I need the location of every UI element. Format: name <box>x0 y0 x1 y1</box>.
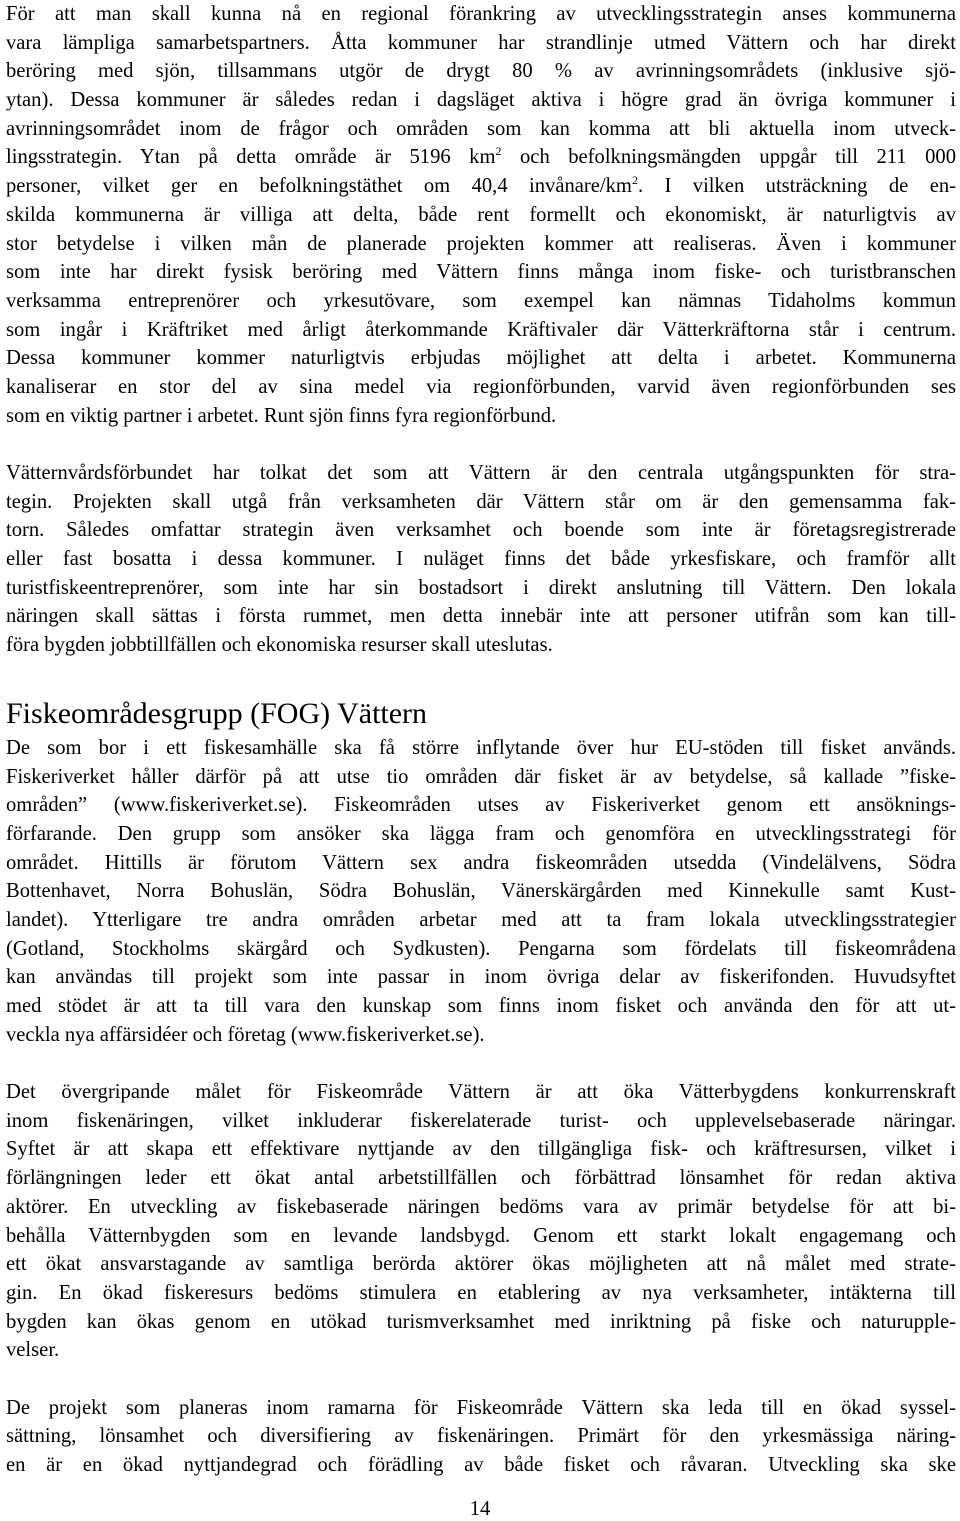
text-line: vara lämpliga samarbetspartners. Åtta kommuner har strandlinje utmed Vättern och har direkt <box>6 31 956 54</box>
text-segment: och befolkningsmängden uppgår till 211 000 <box>501 146 956 169</box>
page-number: 14 <box>469 1498 491 1520</box>
text-line: Fiskeriverket håller därför på att utse tio områden där fisket är av betydelse, så kallade ”fiske- <box>6 765 956 788</box>
text-line: eller fast bosatta i dessa kommuner. I nuläget finns det både yrkesfiskare, och framför allt <box>6 548 956 571</box>
text-line: kanaliserar en stor del av sina medel via regionförbunden, varvid även regionförbunden ses <box>6 375 956 398</box>
text-line: ytan). Dessa kommuner är således redan i dagsläget aktiva i högre grad än övriga kommuner i <box>6 89 956 112</box>
text-line: som inte har direkt fysisk beröring med Vättern finns många inom fiske- och turistbranschen <box>6 261 956 284</box>
paragraph-gap <box>6 430 956 459</box>
text-line: landet). Ytterligare tre andra områden arbetar med att ta fram lokala utvecklingsstrategier <box>6 908 956 931</box>
text-line: Bottenhavet, Norra Bohuslän, Södra Bohuslän, Vänerskärgården med Kinnekulle samt Kust- <box>6 880 956 903</box>
text-line: Syftet är att skapa ett effektivare nyttjande av den tillgängliga fisk- och kräftresursen, vilket i <box>6 1138 956 1161</box>
text-line: beröring med sjön, tillsammans utgör de drygt 80 % av avrinningsområdets (inklusive sjö- <box>6 60 956 83</box>
text-line: kan användas till projekt som inte passar in inom övriga delar av fiskerifonden. Huvudsyftet <box>6 966 956 989</box>
text-line: Dessa kommuner kommer naturligtvis erbjudas möjlighet att delta i arbetet. Kommunerna <box>6 347 956 370</box>
text-line: föra bygden jobbtillfällen och ekonomiska resurser skall uteslutas. <box>6 634 553 657</box>
text-line: tegin. Projekten skall utgå från verksamheten där Vättern står om är den gemensamma fak- <box>6 490 956 513</box>
paragraph-gap <box>6 1365 956 1394</box>
text-line: Det övergripande målet för Fiskeområde Vättern är att öka Vätterbygdens konkurrenskraft <box>6 1081 956 1104</box>
text-line: ett ökat ansvarstagande av samtliga berörda aktörer ökas möjligheten att nå målet med strate- <box>6 1253 956 1276</box>
text-line: förlängningen leder ett ökat antal arbetstillfällen och förbättrad lönsamhet för redan aktiva <box>6 1167 956 1190</box>
text-line: gin. En ökad fiskeresurs bedöms stimulera en etablering av nya verksamheter, intäkterna till <box>6 1281 956 1304</box>
text-line: som en viktig partner i arbetet. Runt sjön finns fyra regionförbund. <box>6 404 557 427</box>
paragraph-vatternvardsforbundet <box>6 459 956 660</box>
superscript: 2 <box>631 173 638 188</box>
text-line: som ingår i Kräftriket med årligt återkommande Kräftivaler där Vätterkräftorna står i centrum. <box>6 318 956 341</box>
text-line: turistfiskeentreprenörer, som inte har sin bostadsort i direkt anslutning till Vättern. Den lokala <box>6 576 956 599</box>
text-line: (Gotland, Stockholms skärgård och Sydkusten). Pengarna som fördelats till fiskeområdena <box>6 937 956 960</box>
text-line: områden” (www.fiskeriverket.se). Fiskeområden utses av Fiskeriverket genom ett ansöknings- <box>6 794 956 817</box>
text-line <box>6 172 956 201</box>
text-line: För att man skall kunna nå en regional förankring av utvecklingsstrategin anses kommunerna <box>6 3 956 25</box>
text-line: veckla nya affärsidéer och företag (www.fiskeriverket.se). <box>6 1023 485 1046</box>
text-line: en är en ökad nyttjandegrad och förädling av både fisket och råvaran. Utveckling ska ske <box>6 1454 956 1476</box>
document-page <box>6 0 956 1480</box>
text-line: Vätternvårdsförbundet har tolkat det som att Vättern är den centrala utgångspunkten för stra- <box>6 462 956 484</box>
text-line: velser. <box>6 1339 60 1362</box>
section-heading: Fiskeområdesgrupp (FOG) Vättern <box>6 696 428 730</box>
paragraph-overall-goal <box>6 1078 956 1365</box>
text-line: verksamma entreprenörer och yrkesutövare, som exempel kan nämnas Tidaholms kommun <box>6 289 956 312</box>
paragraph-fiskeomraden <box>6 734 956 1050</box>
text-line: aktörer. En utveckling av fiskebaserade näringen bedöms vara av primär betydelse för att bi- <box>6 1195 956 1218</box>
text-line: näringen skall sättas i första rummet, men detta innebär inte att personer utifrån som kan till- <box>6 605 956 628</box>
text-line: bygden kan ökas genom en utökad turismverksamhet med inriktning på fiske och naturupple- <box>6 1310 956 1333</box>
text-line: torn. Således omfattar strategin även verksamhet och boende som inte är företagsregistrerade <box>6 519 956 542</box>
text-line: inom fiskenäringen, vilket inkluderar fiskerelaterade turist- och upplevelsebaserade näringar. <box>6 1109 956 1132</box>
text-line: De projekt som planeras inom ramarna för Fiskeområde Vättern ska leda till en ökad syssel- <box>6 1396 956 1419</box>
paragraph-gap <box>6 1049 956 1078</box>
paragraph-regional-anchoring <box>6 0 956 430</box>
text-line: förfarande. Den grupp som ansöker ska lägga fram och genomföra en utvecklingsstrategi för <box>6 822 956 845</box>
text-line: skilda kommunerna är villiga att delta, både rent formellt och ekonomiskt, är naturligtvis av <box>6 203 956 226</box>
text-line <box>6 143 956 172</box>
text-segment: . I vilken utsträckning de en- <box>637 175 956 198</box>
text-line: avrinningsområdet inom de frågor och områden som kan komma att bli aktuella inom utveck- <box>6 117 956 140</box>
text-line: sättning, lönsamhet och diversifiering av fiskenäringen. Primärt för den yrkesmässiga näring- <box>6 1425 956 1448</box>
paragraph-projects <box>6 1394 956 1480</box>
text-line: området. Hittills är förutom Vättern sex andra fiskeområden utsedda (Vindelälvens, Södra <box>6 851 956 874</box>
text-line: med stödet är att ta till vara den kunskap som finns inom fisket och använda den för att ut- <box>6 995 956 1017</box>
text-line: behålla Vätternbygden som en levande landsbygd. Genom ett starkt lokalt engagemang och <box>6 1224 956 1247</box>
heading-spacer <box>6 660 956 694</box>
superscript: 2 <box>495 144 502 159</box>
text-segment: lingsstrategin. Ytan på detta område är 5196 km <box>6 146 496 169</box>
text-segment: personer, vilket ger en befolkningstäthet om 40,4 invånare/km <box>6 175 632 198</box>
text-line: stor betydelse i vilken mån de planerade projekten kommer att realiseras. Även i kommuner <box>6 232 956 255</box>
text-line: De som bor i ett fiskesamhälle ska få större inflytande över hur EU-stöden till fisket används. <box>6 736 956 759</box>
